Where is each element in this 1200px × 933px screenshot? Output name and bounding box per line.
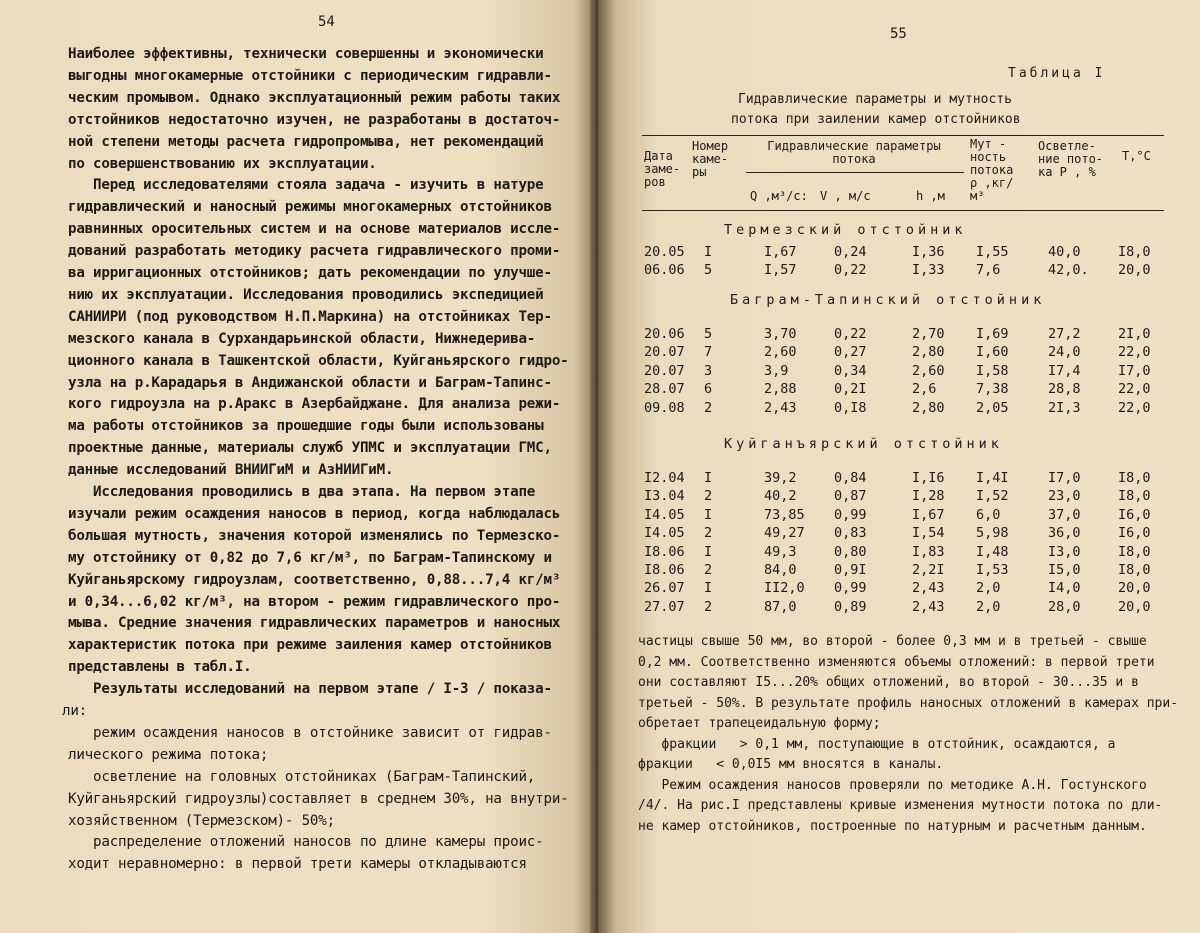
table-cell: 06.06 [644, 262, 685, 279]
table-cell: I8.06 [644, 562, 685, 578]
header-chamber: Номер каме- ры [692, 139, 729, 179]
text-line: /4/. На рис.I представлены кривые изменения мутности потока по дли- [638, 798, 1163, 813]
table-cell: I,36 [912, 244, 945, 260]
table-cell: 49,27 [764, 525, 805, 542]
table-cell: 2,70 [912, 326, 945, 342]
table-top-rule [642, 135, 1164, 136]
text-line: большая мутность, значения которой изменялись по Термезско- [68, 527, 561, 544]
text-line: гидравлический и наносный режимы многокамерных отстойников [68, 199, 552, 216]
header-v: V , м/с [820, 189, 871, 203]
table-cell: 28,8 [1048, 381, 1081, 398]
table-cell: I,33 [912, 262, 945, 279]
table-cell: 3 [704, 362, 713, 379]
table-cell: 2 [704, 562, 713, 578]
table-cell: 24,0 [1048, 344, 1081, 361]
table-cell: I6,0 [1118, 506, 1151, 523]
table-cell: 2,6 [912, 381, 937, 398]
table-cell: 20.07 [644, 362, 685, 379]
text-line: представлены в табл.I. [68, 659, 252, 676]
table-cell: 2,2I [912, 562, 945, 578]
table-cell: 37,0 [1048, 506, 1081, 523]
table-cell: 20,0 [1118, 580, 1151, 597]
table-cell: I4.05 [644, 506, 685, 523]
table-cell: 2,88 [764, 381, 797, 398]
table-cell: 5,98 [976, 525, 1009, 542]
text-line: ческим промывом. Однако эксплуатационный режим работы таких [68, 89, 561, 106]
text-line: Исследования проводились в два этапа. На первом этапе [68, 484, 536, 500]
table-cell: I,67 [764, 244, 797, 260]
text-line: они составляют I5...20% общих отложений, во второй - 30...35 и в [638, 675, 1139, 690]
table-cell: 2,43 [912, 598, 945, 615]
text-line: САНИИРИ (под руководством Н.П.Маркина) на отстойниках Тер- [68, 308, 552, 325]
text-line: ходит неравномерно: в первой трети камеры откладываются [68, 856, 527, 873]
table-cell: 0,89 [834, 598, 867, 615]
table-cell: 27,2 [1048, 326, 1081, 342]
text-line: отстойников недостаточно изучен, не разработаны в достаточ- [68, 111, 561, 128]
table-cell: 20,0 [1118, 262, 1151, 279]
table-cell: 2,80 [912, 344, 945, 361]
text-line: распределение отложений наносов по длине камеры проис- [68, 834, 544, 851]
text-line: не камер отстойников, построенные по натурным и расчетным данным. [638, 818, 1147, 834]
table-cell: 84,0 [764, 562, 797, 578]
table-cell: 0,22 [834, 262, 867, 279]
table-cell: 6 [704, 381, 713, 398]
text-line: дований разработать методику расчета гидравлического проми- [68, 243, 561, 260]
table-cell: 6,0 [976, 506, 1001, 523]
table-section-title: Термезский отстойник [724, 222, 967, 238]
text-line: Куйганьярскому гидроузлам, соответственно, 0,88...7,4 кг/м³ [68, 571, 561, 588]
table-cell: 09.08 [644, 399, 685, 416]
table-cell: II2,0 [764, 580, 805, 597]
table-cell: I [704, 244, 713, 260]
table-cell: I5,0 [1048, 562, 1081, 578]
table-cell: I3,0 [1048, 543, 1081, 560]
table-cell: 0,27 [834, 344, 867, 361]
text-line: му отстойнику от 0,82 до 7,6 кг/м³, по Баграм-Тапинскому и [68, 549, 552, 566]
table-cell: I,67 [912, 506, 945, 523]
text-line: данные исследований ВНИИГиМ и АзНИИГиМ. [68, 462, 394, 479]
table-cell: I,69 [976, 326, 1009, 342]
table-cell: 0,34 [834, 362, 867, 379]
text-line: Перед исследователями стояла задача - изучить в натуре [68, 177, 544, 194]
table-cell: 2,43 [764, 399, 797, 416]
text-line: хозяйственном (Термезском)- 50%; [68, 812, 335, 829]
table-cell: 2,0 [976, 580, 1001, 597]
text-line: 0,2 мм. Соответственно изменяются объемы отложений: в первой трети [638, 654, 1155, 670]
left-page [0, 0, 598, 933]
table-cell: 2,60 [764, 344, 797, 361]
table-cell: 22,0 [1118, 344, 1151, 361]
table-cell: I7,0 [1048, 470, 1081, 486]
table-cell: 73,85 [764, 506, 805, 523]
table-cell: 2 [704, 399, 713, 416]
table-cell: 2,05 [976, 399, 1009, 416]
table-section-title: Баграм-Тапинский отстойник [730, 292, 1046, 308]
table-cell: 27.07 [644, 598, 685, 615]
table-cell: I,57 [764, 262, 797, 279]
table-cell: 2,43 [912, 580, 945, 597]
text-line: Куйганьярский гидроузлы)составляет в среднем 30%, на внутри- [68, 790, 569, 807]
table-cell: I [704, 580, 713, 597]
table-cell: I7,4 [1048, 362, 1081, 379]
table-cell: I,58 [976, 362, 1009, 379]
table-cell: 39,2 [764, 470, 797, 486]
table-cell: I3.04 [644, 488, 685, 505]
text-line: фракции < 0,0I5 мм вносятся в каналы. [638, 757, 944, 772]
text-line: ва ирригационных отстойников; дать рекомендации по улучше- [68, 265, 552, 281]
table-cell: 5 [704, 262, 713, 279]
text-line: третьей - 50%. В результате профиль наносных отложений в камерах при- [638, 695, 1179, 711]
table-cell: I [704, 543, 713, 560]
table-cell: 3,9 [764, 362, 789, 379]
table-caption-line: Гидравлические параметры и мутность [738, 92, 1012, 107]
table-cell: 0,87 [834, 488, 867, 505]
table-cell: 42,0. [1048, 262, 1089, 279]
table-cell: 7,38 [976, 381, 1009, 398]
table-cell: 2,80 [912, 399, 945, 416]
page-number: 54 [318, 14, 335, 30]
page-number: 55 [890, 26, 907, 42]
table-cell: 2I,3 [1048, 399, 1081, 416]
table-cell: I,I6 [912, 470, 945, 486]
table-cell: 28.07 [644, 381, 685, 398]
table-cell: 2 [704, 488, 713, 505]
table-cell: 20.05 [644, 244, 685, 260]
table-header-rule [642, 210, 1164, 211]
table-cell: 22,0 [1118, 381, 1151, 398]
table-cell: I [704, 470, 713, 486]
table-cell: I,48 [976, 543, 1009, 560]
text-line: обретает трапецеидальную форму; [638, 716, 881, 731]
text-line: ционного канала в Ташкентской области, Куйганьярского гидро- [68, 352, 569, 369]
table-cell: I8,0 [1118, 562, 1151, 578]
table-cell: I8,0 [1118, 488, 1151, 505]
table-cell: 0,9I [834, 562, 867, 578]
header-temperature: T,°C [1122, 149, 1151, 163]
table-cell: 5 [704, 326, 713, 342]
table-cell: 0,80 [834, 543, 867, 560]
table-cell: 0,2I [834, 381, 867, 398]
table-cell: 87,0 [764, 598, 797, 615]
text-line: узла на р.Карадарья в Андижанской области и Баграм-Тапинс- [68, 374, 552, 391]
text-line: выгодны многокамерные отстойники с периодическим гидравли- [68, 67, 552, 84]
text-line: Режим осаждения наносов проверяли по методике А.Н. Гостунского [638, 777, 1147, 793]
table-label: Таблица I [1008, 66, 1106, 81]
text-line: ли: [62, 703, 88, 719]
table-cell: I6,0 [1118, 525, 1151, 542]
table-cell: 2 [704, 525, 713, 542]
table-cell: I8.06 [644, 543, 685, 560]
table-cell: 0,84 [834, 470, 867, 486]
header-sub-rule [746, 172, 964, 173]
table-cell: I7,0 [1118, 362, 1151, 379]
table-cell: 20,0 [1118, 598, 1151, 615]
text-line: частицы свыше 50 мм, во второй - более 0,3 мм и в третьей - свыше [638, 634, 1147, 649]
table-cell: I,28 [912, 488, 945, 505]
text-line: кого гидроузла на р.Аракс в Азербайджане. Для анализа режи- [68, 396, 561, 413]
table-cell: I2.04 [644, 470, 685, 486]
text-line: Наиболее эффективны, технически совершенны и экономически [68, 46, 544, 62]
text-line: режим осаждения наносов в отстойнике зависит от гидрав- [68, 724, 552, 741]
table-cell: 26.07 [644, 580, 685, 597]
text-line: фракции > 0,1 мм, поступающие в отстойник, осаждаются, а [638, 736, 1116, 752]
table-cell: 0,99 [834, 506, 867, 523]
header-turbidity: Мут - ность потока ρ ,кг/ м³ [970, 137, 1014, 203]
table-cell: 40,2 [764, 488, 797, 505]
text-line: характеристик потока при режиме заиления камер отстойников [68, 637, 552, 654]
table-cell: I,83 [912, 543, 945, 560]
text-line: нию их эксплуатации. Исследования проводились экспедицией [68, 286, 544, 303]
table-cell: 2I,0 [1118, 326, 1151, 342]
table-cell: I4.05 [644, 525, 685, 542]
table-cell: I,55 [976, 244, 1009, 260]
table-caption-line: потока при заилении камер отстойников [731, 112, 1021, 127]
text-line: ной степени методы расчета гидропромыва, нет рекомендаций [68, 133, 544, 150]
text-line: Результаты исследований на первом этапе / I-3 / показа- [68, 681, 552, 698]
table-cell: 2,60 [912, 362, 945, 379]
table-cell: I [704, 506, 713, 523]
table-cell: 2 [704, 598, 713, 615]
header-q: Q ,м³/с: [750, 189, 808, 203]
table-cell: 36,0 [1048, 525, 1081, 542]
text-line: лического режима потока; [68, 746, 269, 763]
table-cell: 40,0 [1048, 244, 1081, 260]
text-line: осветление на головных отстойниках (Баграм-Тапинский, [68, 768, 536, 785]
table-cell: 23,0 [1048, 488, 1081, 505]
table-cell: I,54 [912, 525, 945, 542]
header-date: Дата заме- ров [644, 149, 681, 189]
table-cell: I4,0 [1048, 580, 1081, 597]
table-cell: 49,3 [764, 543, 797, 560]
table-cell: I8,0 [1118, 470, 1151, 486]
table-cell: 7 [704, 344, 713, 361]
table-cell: 3,70 [764, 326, 797, 342]
header-hydraulic: Гидравлические параметры потока [767, 139, 941, 166]
table-cell: 0,24 [834, 244, 867, 260]
table-cell: 0,99 [834, 580, 867, 597]
table-cell: 0,I8 [834, 399, 867, 416]
text-line: ма работы отстойников за прошедшие годы были использованы [68, 418, 544, 435]
table-cell: I,53 [976, 562, 1009, 578]
table-section-title: Куйганъярский отстойник [724, 436, 1003, 452]
table-cell: I8,0 [1118, 543, 1151, 560]
header-clarification: Осветле- ние пото- ка P , % [1038, 139, 1104, 179]
text-line: по совершенствованию их эксплуатации. [68, 155, 377, 172]
text-line: мезского канала в Сурхандарьинской области, Нижнедерива- [68, 330, 536, 347]
text-line: проектные данные, материалы служб УПМС и эксплуатации ГМС, [68, 440, 552, 457]
header-h: h ,м [916, 189, 945, 203]
table-cell: I,4I [976, 470, 1009, 486]
table-cell: 7,6 [976, 262, 1001, 279]
text-line: равнинных оросительных систем и на основе материалов иссле- [68, 221, 561, 238]
text-line: и 0,34...6,02 кг/м³, на втором - режим гидравлического про- [68, 593, 561, 610]
table-cell: 22,0 [1118, 399, 1151, 416]
table-cell: I,60 [976, 344, 1009, 361]
table-cell: 20.07 [644, 344, 685, 361]
table-cell: 28,0 [1048, 598, 1081, 615]
text-line: мыва. Средние значения гидравлических параметров и наносных [68, 615, 561, 632]
table-cell: 0,22 [834, 326, 867, 342]
right-page [598, 0, 1200, 933]
table-cell: I8,0 [1118, 244, 1151, 260]
table-cell: I,52 [976, 488, 1009, 505]
table-cell: 0,83 [834, 525, 867, 542]
text-line: изучали режим осаждения наносов в период, когда наблюдалась [68, 505, 561, 522]
table-cell: 20.06 [644, 326, 685, 342]
table-cell: 2,0 [976, 598, 1001, 615]
